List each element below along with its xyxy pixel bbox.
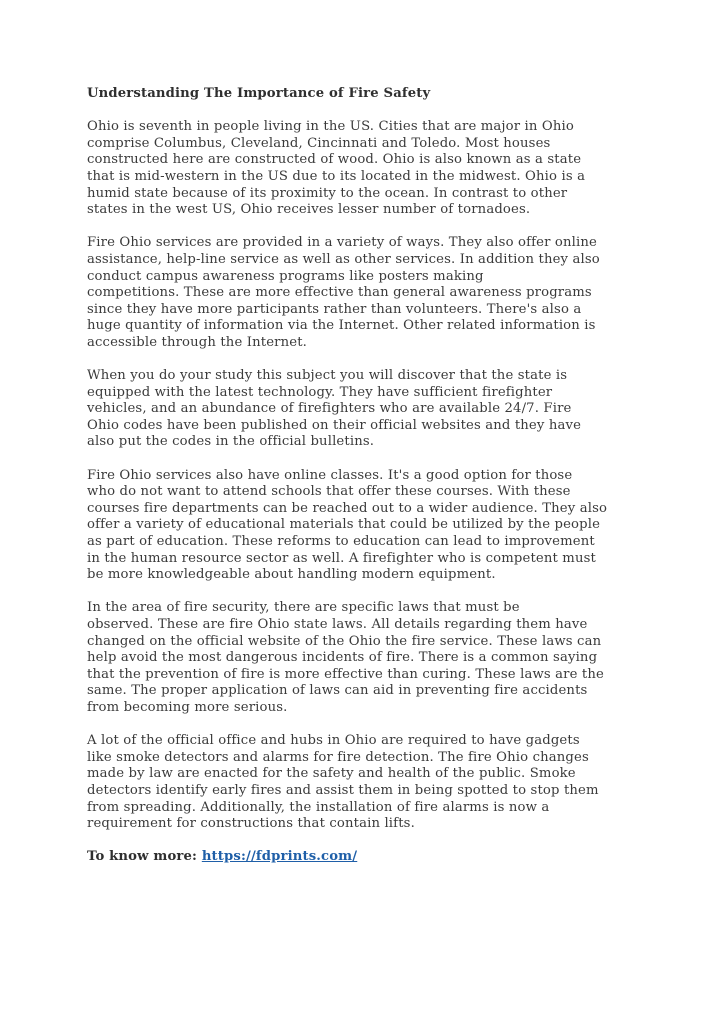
paragraph-line: who do not want to attend schools that offer these courses. With these	[87, 484, 571, 500]
paragraph-line: made by law are enacted for the safety and health of the public. Smoke	[87, 766, 576, 782]
paragraph-line: Fire Ohio services are provided in a variety of ways. They also offer online	[87, 235, 597, 251]
paragraph-line: as part of education. These reforms to education can lead to improvement	[87, 534, 595, 550]
paragraph-line: assistance, help-line service as well as other services. In addition they also	[87, 251, 600, 267]
more-info-footer	[87, 849, 647, 866]
paragraph-1	[87, 119, 647, 219]
paragraph-line: changed on the official website of the Ohio the fire service. These laws can	[87, 633, 602, 649]
more-info-label: To know more:	[87, 849, 198, 865]
paragraph-line: also put the codes in the official bulletins.	[87, 434, 375, 450]
paragraph-line: from becoming more serious.	[87, 699, 288, 715]
paragraph-line: conduct campus awareness programs like posters making	[87, 268, 484, 284]
paragraph-line: states in the west US, Ohio receives lesser number of tornadoes.	[87, 202, 531, 218]
paragraph-3	[87, 368, 647, 451]
paragraph-line: observed. These are fire Ohio state laws. All details regarding them have	[87, 617, 588, 632]
paragraph-line: courses fire departments can be reached out to a wider audience. They also	[87, 500, 608, 516]
paragraph-line: detectors identify early fires and assist them in being spotted to stop them	[87, 782, 599, 798]
document-title: Understanding The Importance of Fire Safety	[87, 86, 431, 101]
paragraph-line: Ohio codes have been published on their official websites and they have	[87, 417, 582, 433]
paragraph-line: offer a variety of educational materials that could be utilized by the people	[87, 517, 601, 533]
paragraph-line: that is mid-western in the US due to its located in the midwest. Ohio is a	[87, 168, 586, 184]
paragraph-line: competitions. These are more effective than general awareness programs	[87, 285, 592, 301]
paragraph-line: since they have more participants rather than volunteers. There's also a	[87, 301, 582, 317]
document-body	[87, 86, 647, 866]
paragraph-line: from spreading. Additionally, the installation of fire alarms is now a	[87, 799, 550, 815]
paragraph-5	[87, 600, 647, 716]
paragraph-line: constructed here are constructed of wood. Ohio is also known as a state	[87, 152, 582, 168]
paragraph-line: A lot of the official office and hubs in Ohio are required to have gadgets	[87, 733, 580, 749]
paragraph-line: When you do your study this subject you will discover that the state is	[87, 368, 568, 384]
paragraph-line: humid state because of its proximity to the ocean. In contrast to other	[87, 185, 568, 201]
paragraph-line: accessible through the Internet.	[87, 334, 307, 350]
paragraph-line: comprise Columbus, Cleveland, Cincinnati and Toledo. Most houses	[87, 135, 551, 151]
paragraph-line: In the area of fire security, there are specific laws that must be	[87, 600, 520, 616]
paragraph-line: like smoke detectors and alarms for fire detection. The fire Ohio changes	[87, 749, 589, 765]
paragraph-line: Ohio is seventh in people living in the US. Cities that are major in Ohio	[87, 119, 574, 135]
paragraph-line: requirement for constructions that contain lifts.	[87, 816, 415, 832]
paragraph-6	[87, 733, 647, 833]
paragraph-line: in the human resource sector as well. A firefighter who is competent must	[87, 550, 596, 566]
paragraph-line: help avoid the most dangerous incidents of fire. There is a common saying	[87, 650, 598, 666]
paragraph-line: huge quantity of information via the Internet. Other related information is	[87, 318, 596, 334]
paragraph-line: same. The proper application of laws can aid in preventing fire accidents	[87, 683, 588, 699]
paragraph-line: that the prevention of fire is more effective than curing. These laws are the	[87, 666, 604, 682]
paragraph-2	[87, 235, 647, 351]
paragraph-line: Fire Ohio services also have online classes. It's a good option for those	[87, 467, 573, 483]
fdprints-link[interactable]: https://fdprints.com/	[201, 849, 358, 865]
paragraph-line: be more knowledgeable about handling modern equipment.	[87, 567, 496, 583]
paragraph-4	[87, 468, 647, 584]
paragraph-line: vehicles, and an abundance of firefighters who are available 24/7. Fire	[87, 401, 572, 417]
paragraph-line: equipped with the latest technology. They have sufficient firefighter	[87, 384, 553, 400]
